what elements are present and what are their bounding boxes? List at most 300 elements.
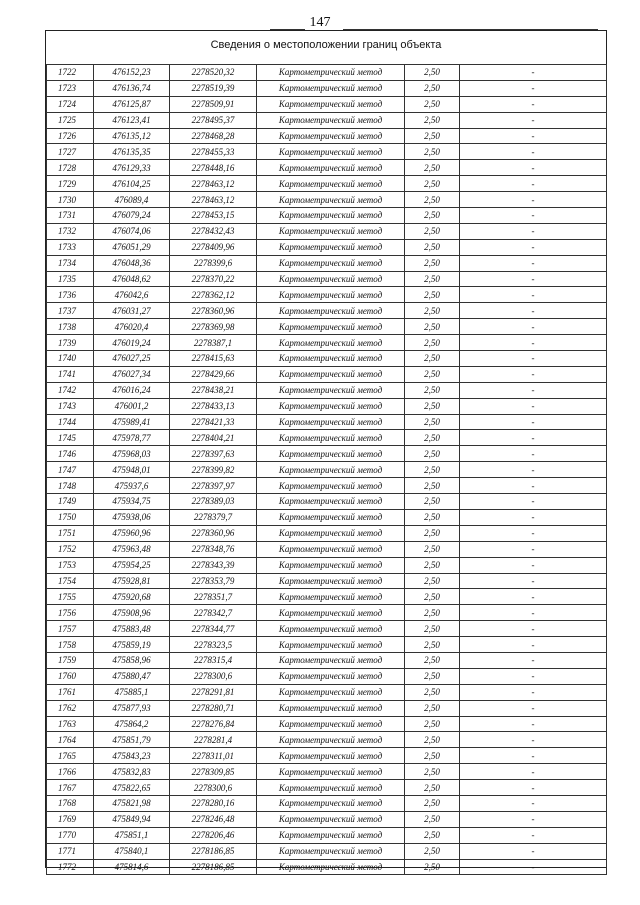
- point-number-cell: 1729: [47, 176, 94, 192]
- accuracy-cell: 2,50: [405, 509, 460, 525]
- y-coordinate-cell: 2278495,37: [170, 112, 257, 128]
- point-number-cell: 1767: [47, 780, 94, 796]
- note-cell: -: [460, 494, 607, 510]
- point-number-cell: 1763: [47, 716, 94, 732]
- point-number-cell: 1770: [47, 827, 94, 843]
- point-number-cell: 1732: [47, 223, 94, 239]
- accuracy-cell: 2,50: [405, 430, 460, 446]
- method-cell: Картометрический метод: [257, 557, 405, 573]
- table-row: [47, 541, 607, 557]
- y-coordinate-cell: 2278463,12: [170, 176, 257, 192]
- table-row: [47, 827, 607, 843]
- table-row: [47, 366, 607, 382]
- y-coordinate-cell: 2278397,97: [170, 478, 257, 494]
- point-number-cell: 1756: [47, 605, 94, 621]
- table-row: [47, 287, 607, 303]
- note-cell: -: [460, 398, 607, 414]
- point-number-cell: 1749: [47, 494, 94, 510]
- y-coordinate-cell: 2278519,39: [170, 80, 257, 96]
- accuracy-cell: 2,50: [405, 96, 460, 112]
- point-number-cell: 1725: [47, 112, 94, 128]
- note-cell: -: [460, 573, 607, 589]
- point-number-cell: 1760: [47, 668, 94, 684]
- point-number-cell: 1764: [47, 732, 94, 748]
- x-coordinate-cell: 476016,24: [94, 382, 170, 398]
- table-row: [47, 780, 607, 796]
- method-cell: Картометрический метод: [257, 335, 405, 351]
- point-number-cell: 1724: [47, 96, 94, 112]
- table-row: [47, 398, 607, 414]
- point-number-cell: 1759: [47, 652, 94, 668]
- point-number-cell: 1758: [47, 637, 94, 653]
- x-coordinate-cell: 476125,87: [94, 96, 170, 112]
- table-row: [47, 637, 607, 653]
- note-cell: -: [460, 208, 607, 224]
- table-row: [47, 795, 607, 811]
- table-row: [47, 859, 607, 875]
- y-coordinate-cell: 2278300,6: [170, 668, 257, 684]
- y-coordinate-cell: 2278433,13: [170, 398, 257, 414]
- method-cell: Картометрический метод: [257, 160, 405, 176]
- x-coordinate-cell: 475978,77: [94, 430, 170, 446]
- method-cell: Картометрический метод: [257, 65, 405, 81]
- table-row: [47, 557, 607, 573]
- y-coordinate-cell: 2278351,7: [170, 589, 257, 605]
- table-row: [47, 478, 607, 494]
- accuracy-cell: 2,50: [405, 287, 460, 303]
- x-coordinate-cell: 475832,83: [94, 764, 170, 780]
- accuracy-cell: 2,50: [405, 255, 460, 271]
- point-number-cell: 1740: [47, 351, 94, 367]
- point-number-cell: 1761: [47, 684, 94, 700]
- table-row: [47, 208, 607, 224]
- point-number-cell: 1744: [47, 414, 94, 430]
- method-cell: Картометрический метод: [257, 780, 405, 796]
- x-coordinate-cell: 475948,01: [94, 462, 170, 478]
- y-coordinate-cell: 2278448,16: [170, 160, 257, 176]
- method-cell: Картометрический метод: [257, 366, 405, 382]
- table-row: [47, 732, 607, 748]
- method-cell: Картометрический метод: [257, 446, 405, 462]
- x-coordinate-cell: 475934,75: [94, 494, 170, 510]
- y-coordinate-cell: 2278300,6: [170, 780, 257, 796]
- table-row: [47, 573, 607, 589]
- note-cell: -: [460, 271, 607, 287]
- accuracy-cell: 2,50: [405, 446, 460, 462]
- point-number-cell: 1748: [47, 478, 94, 494]
- point-number-cell: 1751: [47, 525, 94, 541]
- method-cell: Картометрический метод: [257, 573, 405, 589]
- point-number-cell: 1750: [47, 509, 94, 525]
- table-row: [47, 319, 607, 335]
- x-coordinate-cell: 476135,35: [94, 144, 170, 160]
- note-cell: -: [460, 446, 607, 462]
- point-number-cell: 1737: [47, 303, 94, 319]
- x-coordinate-cell: 476136,74: [94, 80, 170, 96]
- table-row: [47, 65, 607, 81]
- method-cell: Картометрический метод: [257, 287, 405, 303]
- note-cell: -: [460, 557, 607, 573]
- accuracy-cell: 2,50: [405, 748, 460, 764]
- point-number-cell: 1731: [47, 208, 94, 224]
- table-row: [47, 668, 607, 684]
- y-coordinate-cell: 2278360,96: [170, 303, 257, 319]
- x-coordinate-cell: 475920,68: [94, 589, 170, 605]
- table-row: [47, 764, 607, 780]
- method-cell: Картометрический метод: [257, 223, 405, 239]
- table-row: [47, 605, 607, 621]
- note-cell: -: [460, 525, 607, 541]
- accuracy-cell: 2,50: [405, 525, 460, 541]
- note-cell: -: [460, 700, 607, 716]
- x-coordinate-cell: 476042,6: [94, 287, 170, 303]
- table-row: [47, 525, 607, 541]
- x-coordinate-cell: 476019,24: [94, 335, 170, 351]
- x-coordinate-cell: 476048,62: [94, 271, 170, 287]
- y-coordinate-cell: 2278276,84: [170, 716, 257, 732]
- x-coordinate-cell: 475883,48: [94, 621, 170, 637]
- point-number-cell: 1762: [47, 700, 94, 716]
- note-cell: -: [460, 160, 607, 176]
- note-cell: -: [460, 112, 607, 128]
- accuracy-cell: 2,50: [405, 462, 460, 478]
- document-frame: [45, 30, 607, 872]
- page-number: 147: [309, 15, 331, 30]
- table-row: [47, 494, 607, 510]
- accuracy-cell: 2,50: [405, 319, 460, 335]
- point-number-cell: 1730: [47, 192, 94, 208]
- accuracy-cell: 2,50: [405, 478, 460, 494]
- note-cell: -: [460, 859, 607, 875]
- note-cell: -: [460, 96, 607, 112]
- table-row: [47, 652, 607, 668]
- table-row: [47, 144, 607, 160]
- method-cell: Картометрический метод: [257, 319, 405, 335]
- accuracy-cell: 2,50: [405, 303, 460, 319]
- note-cell: -: [460, 366, 607, 382]
- point-number-cell: 1728: [47, 160, 94, 176]
- y-coordinate-cell: 2278362,12: [170, 287, 257, 303]
- accuracy-cell: 2,50: [405, 382, 460, 398]
- point-number-cell: 1734: [47, 255, 94, 271]
- table-row: [47, 335, 607, 351]
- x-coordinate-cell: 476079,24: [94, 208, 170, 224]
- table-row: [47, 303, 607, 319]
- table-row: [47, 589, 607, 605]
- y-coordinate-cell: 2278309,85: [170, 764, 257, 780]
- y-coordinate-cell: 2278311,01: [170, 748, 257, 764]
- method-cell: Картометрический метод: [257, 652, 405, 668]
- note-cell: -: [460, 382, 607, 398]
- table-row: [47, 462, 607, 478]
- table-row: [47, 382, 607, 398]
- table-row: [47, 239, 607, 255]
- accuracy-cell: 2,50: [405, 541, 460, 557]
- table-row: [47, 80, 607, 96]
- note-cell: -: [460, 509, 607, 525]
- accuracy-cell: 2,50: [405, 239, 460, 255]
- point-number-cell: 1757: [47, 621, 94, 637]
- point-number-cell: 1772: [47, 859, 94, 875]
- point-number-cell: 1765: [47, 748, 94, 764]
- note-cell: -: [460, 239, 607, 255]
- point-number-cell: 1736: [47, 287, 94, 303]
- x-coordinate-cell: 476074,06: [94, 223, 170, 239]
- y-coordinate-cell: 2278404,21: [170, 430, 257, 446]
- table-row: [47, 509, 607, 525]
- x-coordinate-cell: 475858,96: [94, 652, 170, 668]
- x-coordinate-cell: 476027,25: [94, 351, 170, 367]
- note-cell: -: [460, 176, 607, 192]
- y-coordinate-cell: 2278206,46: [170, 827, 257, 843]
- accuracy-cell: 2,50: [405, 795, 460, 811]
- accuracy-cell: 2,50: [405, 366, 460, 382]
- note-cell: -: [460, 541, 607, 557]
- x-coordinate-cell: 475821,98: [94, 795, 170, 811]
- y-coordinate-cell: 2278315,4: [170, 652, 257, 668]
- method-cell: Картометрический метод: [257, 176, 405, 192]
- method-cell: Картометрический метод: [257, 271, 405, 287]
- x-coordinate-cell: 475814,6: [94, 859, 170, 875]
- accuracy-cell: 2,50: [405, 112, 460, 128]
- table-row: [47, 271, 607, 287]
- accuracy-cell: 2,50: [405, 80, 460, 96]
- accuracy-cell: 2,50: [405, 637, 460, 653]
- point-number-cell: 1745: [47, 430, 94, 446]
- point-number-cell: 1735: [47, 271, 94, 287]
- method-cell: Картометрический метод: [257, 827, 405, 843]
- y-coordinate-cell: 2278389,03: [170, 494, 257, 510]
- method-cell: Картометрический метод: [257, 716, 405, 732]
- accuracy-cell: 2,50: [405, 335, 460, 351]
- method-cell: Картометрический метод: [257, 525, 405, 541]
- method-cell: Картометрический метод: [257, 859, 405, 875]
- x-coordinate-cell: 476031,27: [94, 303, 170, 319]
- accuracy-cell: 2,50: [405, 208, 460, 224]
- note-cell: -: [460, 843, 607, 859]
- table-row: [47, 112, 607, 128]
- note-cell: -: [460, 668, 607, 684]
- table-row: [47, 128, 607, 144]
- accuracy-cell: 2,50: [405, 732, 460, 748]
- point-number-cell: 1742: [47, 382, 94, 398]
- method-cell: Картометрический метод: [257, 811, 405, 827]
- accuracy-cell: 2,50: [405, 605, 460, 621]
- y-coordinate-cell: 2278369,98: [170, 319, 257, 335]
- table-row: [47, 748, 607, 764]
- accuracy-cell: 2,50: [405, 843, 460, 859]
- point-number-cell: 1746: [47, 446, 94, 462]
- table-row: [47, 192, 607, 208]
- method-cell: Картометрический метод: [257, 700, 405, 716]
- point-number-cell: 1727: [47, 144, 94, 160]
- y-coordinate-cell: 2278509,91: [170, 96, 257, 112]
- accuracy-cell: 2,50: [405, 557, 460, 573]
- accuracy-cell: 2,50: [405, 684, 460, 700]
- section-title: Сведения о местоположении границ объекта: [210, 39, 442, 51]
- table-row: [47, 716, 607, 732]
- y-coordinate-cell: 2278468,28: [170, 128, 257, 144]
- y-coordinate-cell: 2278280,16: [170, 795, 257, 811]
- x-coordinate-cell: 475880,47: [94, 668, 170, 684]
- accuracy-cell: 2,50: [405, 811, 460, 827]
- accuracy-cell: 2,50: [405, 621, 460, 637]
- note-cell: -: [460, 732, 607, 748]
- method-cell: Картометрический метод: [257, 732, 405, 748]
- accuracy-cell: 2,50: [405, 128, 460, 144]
- note-cell: -: [460, 652, 607, 668]
- x-coordinate-cell: 475928,81: [94, 573, 170, 589]
- note-cell: -: [460, 128, 607, 144]
- y-coordinate-cell: 2278186,85: [170, 843, 257, 859]
- method-cell: Картометрический метод: [257, 541, 405, 557]
- method-cell: Картометрический метод: [257, 192, 405, 208]
- x-coordinate-cell: 476135,12: [94, 128, 170, 144]
- table-row: [47, 446, 607, 462]
- x-coordinate-cell: 475843,23: [94, 748, 170, 764]
- y-coordinate-cell: 2278186,85: [170, 859, 257, 875]
- method-cell: Картометрический метод: [257, 668, 405, 684]
- accuracy-cell: 2,50: [405, 398, 460, 414]
- accuracy-cell: 2,50: [405, 223, 460, 239]
- method-cell: Картометрический метод: [257, 351, 405, 367]
- y-coordinate-cell: 2278387,1: [170, 335, 257, 351]
- point-number-cell: 1771: [47, 843, 94, 859]
- x-coordinate-cell: 475937,6: [94, 478, 170, 494]
- method-cell: Картометрический метод: [257, 764, 405, 780]
- point-number-cell: 1739: [47, 335, 94, 351]
- method-cell: Картометрический метод: [257, 462, 405, 478]
- point-number-cell: 1741: [47, 366, 94, 382]
- note-cell: -: [460, 621, 607, 637]
- y-coordinate-cell: 2278463,12: [170, 192, 257, 208]
- method-cell: Картометрический метод: [257, 748, 405, 764]
- note-cell: -: [460, 764, 607, 780]
- note-cell: -: [460, 287, 607, 303]
- accuracy-cell: 2,50: [405, 271, 460, 287]
- accuracy-cell: 2,50: [405, 414, 460, 430]
- accuracy-cell: 2,50: [405, 652, 460, 668]
- x-coordinate-cell: 475851,79: [94, 732, 170, 748]
- y-coordinate-cell: 2278520,32: [170, 65, 257, 81]
- accuracy-cell: 2,50: [405, 716, 460, 732]
- method-cell: Картометрический метод: [257, 843, 405, 859]
- y-coordinate-cell: 2278421,33: [170, 414, 257, 430]
- method-cell: Картометрический метод: [257, 494, 405, 510]
- note-cell: -: [460, 589, 607, 605]
- accuracy-cell: 2,50: [405, 827, 460, 843]
- point-number-cell: 1766: [47, 764, 94, 780]
- method-cell: Картометрический метод: [257, 303, 405, 319]
- x-coordinate-cell: 475954,25: [94, 557, 170, 573]
- accuracy-cell: 2,50: [405, 176, 460, 192]
- y-coordinate-cell: 2278291,81: [170, 684, 257, 700]
- accuracy-cell: 2,50: [405, 859, 460, 875]
- y-coordinate-cell: 2278360,96: [170, 525, 257, 541]
- method-cell: Картометрический метод: [257, 414, 405, 430]
- note-cell: -: [460, 605, 607, 621]
- x-coordinate-cell: 475885,1: [94, 684, 170, 700]
- method-cell: Картометрический метод: [257, 684, 405, 700]
- table-row: [47, 700, 607, 716]
- method-cell: Картометрический метод: [257, 80, 405, 96]
- point-number-cell: 1738: [47, 319, 94, 335]
- y-coordinate-cell: 2278379,7: [170, 509, 257, 525]
- accuracy-cell: 2,50: [405, 700, 460, 716]
- point-number-cell: 1726: [47, 128, 94, 144]
- x-coordinate-cell: 475908,96: [94, 605, 170, 621]
- table-row: [47, 414, 607, 430]
- method-cell: Картометрический метод: [257, 605, 405, 621]
- method-cell: Картометрический метод: [257, 398, 405, 414]
- y-coordinate-cell: 2278344,77: [170, 621, 257, 637]
- x-coordinate-cell: 475822,65: [94, 780, 170, 796]
- point-number-cell: 1755: [47, 589, 94, 605]
- note-cell: -: [460, 780, 607, 796]
- accuracy-cell: 2,50: [405, 573, 460, 589]
- y-coordinate-cell: 2278399,82: [170, 462, 257, 478]
- method-cell: Картометрический метод: [257, 382, 405, 398]
- table-row: [47, 176, 607, 192]
- x-coordinate-cell: 475938,06: [94, 509, 170, 525]
- table-row: [47, 684, 607, 700]
- point-number-cell: 1768: [47, 795, 94, 811]
- note-cell: -: [460, 748, 607, 764]
- table-row: [47, 843, 607, 859]
- y-coordinate-cell: 2278453,15: [170, 208, 257, 224]
- point-number-cell: 1723: [47, 80, 94, 96]
- y-coordinate-cell: 2278342,7: [170, 605, 257, 621]
- x-coordinate-cell: 476020,4: [94, 319, 170, 335]
- note-cell: -: [460, 462, 607, 478]
- x-coordinate-cell: 475849,94: [94, 811, 170, 827]
- method-cell: Картометрический метод: [257, 621, 405, 637]
- x-coordinate-cell: 475851,1: [94, 827, 170, 843]
- x-coordinate-cell: 476089,4: [94, 192, 170, 208]
- note-cell: -: [460, 303, 607, 319]
- point-number-cell: 1752: [47, 541, 94, 557]
- note-cell: -: [460, 144, 607, 160]
- accuracy-cell: 2,50: [405, 192, 460, 208]
- method-cell: Картометрический метод: [257, 637, 405, 653]
- table-row: [47, 223, 607, 239]
- x-coordinate-cell: 476048,36: [94, 255, 170, 271]
- x-coordinate-cell: 476051,29: [94, 239, 170, 255]
- x-coordinate-cell: 475963,48: [94, 541, 170, 557]
- coordinates-table: [46, 64, 607, 875]
- x-coordinate-cell: 475968,03: [94, 446, 170, 462]
- method-cell: Картометрический метод: [257, 478, 405, 494]
- y-coordinate-cell: 2278323,5: [170, 637, 257, 653]
- note-cell: -: [460, 827, 607, 843]
- note-cell: -: [460, 795, 607, 811]
- y-coordinate-cell: 2278280,71: [170, 700, 257, 716]
- note-cell: -: [460, 478, 607, 494]
- x-coordinate-cell: 476001,2: [94, 398, 170, 414]
- y-coordinate-cell: 2278281,4: [170, 732, 257, 748]
- accuracy-cell: 2,50: [405, 764, 460, 780]
- accuracy-cell: 2,50: [405, 160, 460, 176]
- method-cell: Картометрический метод: [257, 239, 405, 255]
- note-cell: -: [460, 65, 607, 81]
- y-coordinate-cell: 2278455,33: [170, 144, 257, 160]
- note-cell: -: [460, 319, 607, 335]
- table-row: [47, 430, 607, 446]
- note-cell: -: [460, 684, 607, 700]
- method-cell: Картометрический метод: [257, 255, 405, 271]
- accuracy-cell: 2,50: [405, 65, 460, 81]
- accuracy-cell: 2,50: [405, 351, 460, 367]
